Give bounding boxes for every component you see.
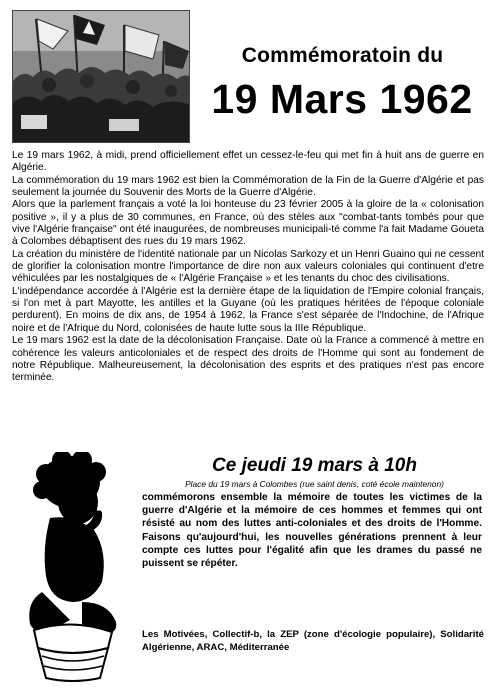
paragraph: L'indépendance accordée à l'Algérie est la dernière étape de la liquidation de l'Empire colonial français, si l'on met à part Mayotte, les antilles et la Guyane (où les pratiques héritées de l'époque coloniale perdurent). En moins de dix ans, de 1954 à 1962, la France s'est séparée de l'Indochine, de l'Afrique noire et de l'Afrique du Nord, colonisées de haute lutte sous la IIIe République. (12, 285, 484, 334)
paragraph: Le 19 mars 1962 est la date de la décolonisation Française. Date où la France a commencé à mettre en cohérence les valeurs anticoloniales et de respect des droits de l'Homme qui sont au fondement de notre République. Malheureusement, la décolonisation des esprits et des pratiques n'est pas encore terminée. (12, 335, 484, 384)
paragraph: La commémoration du 19 mars 1962 est bien la Commémoration de la Fin de la Guerre d'Algérie et pas seulement la journée du Souvenir des Morts de la Guerre d'Algérie. (12, 174, 484, 199)
page-title-line-2: 19 Mars 1962 (211, 76, 473, 122)
event-place: Place du 19 mars à Colombes (rue saint denis, coté école maintenon) (185, 479, 444, 489)
child-silhouette-graphic (12, 452, 132, 684)
page-title-line-1: Commémoratoin du (241, 44, 444, 67)
organizers-list: Les Motivées, Collectif-b, la ZEP (zone d'écologie populaire), Solidarité Algérienne, ARAC, Méditerranée (142, 629, 484, 653)
crowd-flags-graphic (13, 11, 190, 143)
paragraph: Alors que la parlement français a voté la loi honteuse du 23 février 2005 à la gloire de la « colonisation positive », il y a plus de 30 communes, en France, où des stèles aux "combat-tants tombés pour que vive l'Algérie française" ont été inaugurées, de nombreuses municipali-té comme l'a fait Madame Goueta à Colombes débaptisent des rues du 19 mars 1962. (12, 199, 484, 248)
body-text (12, 150, 484, 385)
event-statement: commémorons ensemble la mémoire de toutes les victimes de la guerre d'Algérie et la mémoire de ces hommes et femmes qui ont résisté au nom des luttes anti-coloniales et des droits de l'Homme. Faisons qu'aujourd'hui, les nouvelles générations prennent à leur compte ces luttes pour l'égalité afin que les drames du passé ne puissent se répéter. (142, 492, 482, 570)
crowd-flags-photo (12, 10, 190, 143)
child-silhouette-illustration (12, 452, 132, 684)
paragraph: Le 19 mars 1962, à midi, prend officiellement effet un cessez-le-feu qui met fin à huit ans de guerre en Algérie. (12, 150, 484, 174)
event-title: Ce jeudi 19 mars à 10h (212, 455, 417, 476)
paragraph: La création du ministère de l'identité nationale par un Nicolas Sarkozy et un Henri Guaino qui ne cessent de glorifier la colonisation montre l'importance de dire non aux valeurs coloniales qui continuent d'etre véhiculées par les nostalgiques de « l'Algérie Française » et les tenants du choc des civilisations. (12, 248, 484, 285)
